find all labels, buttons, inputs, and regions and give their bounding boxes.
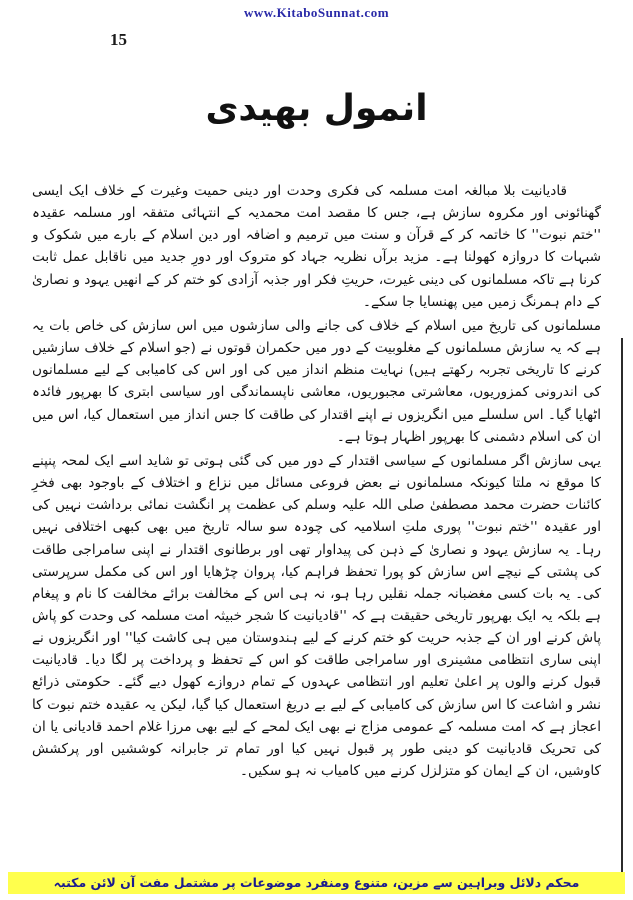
scan-artifact-line (621, 338, 623, 883)
paragraph-1: قادیانیت بلا مبالغہ امت مسلمہ کی فکری وحدت اور دینی حمیت وغیرت کے خلاف ایک ایسی گھنائونی اور مکروہ سازش ہے، جس کا مقصد امت محمدیہ کے انتہائی متفقہ اور مسلمہ عقیدہ ''ختم نبوت'' کا خاتمہ کر کے قرآن و سنت میں ترمیم و اضافہ اور دین اسلام کے بارے میں شکوک و شبہات کا دروازہ کھولنا ہے۔ مزید برآں نظریہ جہاد کو متروک اور دورِ جدید میں ناقابل عمل ثابت کرنا ہے تاکہ مسلمانوں کی دینی غیرت، حریتِ فکر اور جذبہ آزادی کو ختم کر کے انھیں یہود و نصاریٰ کے دام ہمرنگ زمیں میں پھنسایا جا سکے۔ (32, 183, 601, 310)
chapter-title: انمول بھیدی (205, 88, 428, 129)
paragraph-2: مسلمانوں کی تاریخ میں اسلام کے خلاف کی جانے والی سازشوں میں اس سازش کی خاص بات یہ ہے کہ یہ سازش مسلمانوں کے مغلوبیت کے دور میں حکمران قوتوں نے (جو اسلام کے خلاف سازشیں کرنے کا تاریخی تجربہ رکھتے ہیں) نہایت منظم انداز میں کی اور اس کی کامیابی کے لیے مسلمانوں کی اندرونی کمزوریوں، معاشرتی مجبوریوں، معاشی ناپسماندگی اور سیاسی ابتری کا بھرپور فائدہ اٹھایا گیا۔ اس سلسلے میں انگریزوں نے اپنے اقتدار کی طاقت کا جس انداز میں استعمال کیا، اس میں ان کی اسلام دشمنی کا بھرپور اظہار ہوتا ہے۔ (32, 317, 601, 445)
page-number: 15 (110, 30, 127, 49)
body-text-block (32, 180, 601, 784)
paragraph-3: یہی سازش اگر مسلمانوں کے سیاسی اقتدار کے دور میں کی گئی ہوتی تو شاید اسے ایک لمحہ پنپنے کا موقع نہ ملتا کیونکہ مسلمانوں نے بعض فروعی مسائل میں نزاع و اختلاف کے باوجود بھی فخرِ کائنات حضرت محمد مصطفیٰ صلی اللہ علیہ وسلم کی عظمت پر انگشت نمائی برداشت نہیں کی اور عقیدہ ''ختم نبوت'' پوری ملتِ اسلامیہ کی چودہ سو سالہ تاریخ میں بھی کبھی اختلافی نہیں رہا۔ یہ سازش یہود و نصاریٰ کے ذہن کی پیداوار تھی اور برطانوی اقتدار نے اپنی سامراجی طاقت کی پشتی کے نیچے اس سازش کو پورا تحفظ فراہم کیا، پروان چڑھایا اور اس کی مکمل سرپرستی کی۔ یہ بات کسی مغضبانہ جملہ نقلیں رہا ہو، نہ ہی اس کے مخالفت برائے مخالفت کا نام و پیغام ہے بلکہ یہ ایک بھرپور تاریخی حقیقت ہے کہ ''قادیانیت کا شجر خبیثہ امت مسلمہ کی وحدت کو پاش پاش کرنے اور ان کے جذبہ حریت کو ختم کرنے کے لیے ہندوستان میں ہی کاشت کیا'' اور انگریزوں نے اپنی ساری انتظامی مشینری اور سامراجی طاقت کو اس کے تحفظ و پرداخت پر لگا دیا۔ قادیانیت قبول کرنے والوں پر اعلیٰ تعلیم اور انتظامی عہدوں کے تمام دروازے کھول دیے گئے۔ حکومتی ذرائع نشر و اشاعت کا اس سازش کی کامیابی کے لیے بے دریغ استعمال کیا گیا، لیکن یہ عقیدہ ختم نبوت کا اعجاز ہے کہ امت مسلمہ کے عمومی مزاج نے بھی ایک لمحے کے لیے بھی مرزا غلام احمد قادیانی یا ان کی تحریک قادیانیت کو دینی طور پر قبول نہیں کیا اور تمام تر جابرانہ کوششیں اور پرکشش کاوشیں، ان کے ایمان کو متزلزل کرنے میں کامیاب نہ ہو سکیں۔ (32, 452, 601, 780)
watermark-link[interactable]: www.KitaboSunnat.com (243, 5, 390, 20)
footer-banner: محکم دلائل وبراہین سے مزین، متنوع ومنفرد موضوعات پر مشتمل مفت آن لائن مکتبہ (8, 872, 625, 894)
